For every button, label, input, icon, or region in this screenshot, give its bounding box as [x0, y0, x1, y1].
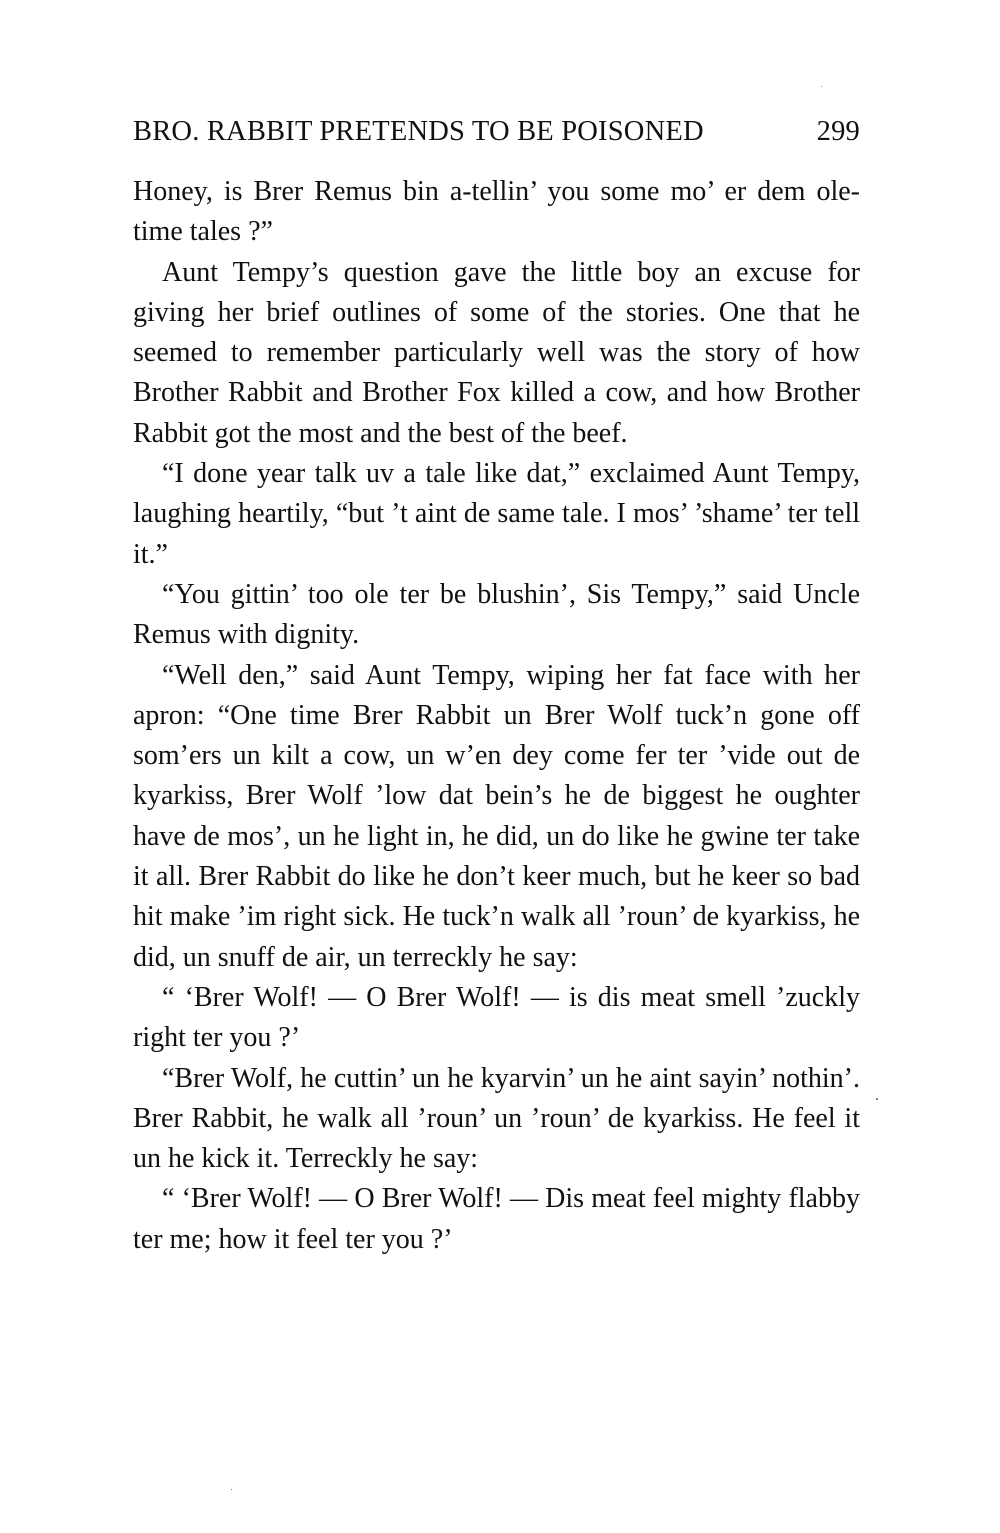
paragraph: “ ‘Brer Wolf! — O Brer Wolf! — is dis meat smell ’zuckly right ter you ?’: [133, 981, 860, 1054]
running-title: BRO. RABBIT PRETENDS TO BE POISONED: [133, 116, 704, 147]
body-text: [133, 172, 860, 1260]
paragraph: “You gittin’ too ole ter be blushin’, Sis Tempy,” said Uncle Remus with dignity.: [133, 578, 860, 651]
scan-speck: [876, 1098, 878, 1100]
paragraph: “ ‘Brer Wolf! — O Brer Wolf! — Dis meat feel mighty flabby ter me; how it feel ter you ?’: [133, 1183, 860, 1255]
paragraph: “I done year talk uv a tale like dat,” exclaimed Aunt Tempy, laughing heartily, “but ’t aint de same tale. I mos’ ’shame’ ter tell it.”: [133, 458, 860, 570]
page-number: 299: [816, 116, 860, 147]
scan-speck: [231, 1489, 232, 1490]
paragraph: Aunt Tempy’s question gave the little boy an excuse for giving her brief outlines of some of the stories. One that he seemed to remember particularly well was the story of how Brother Rabbit and Brother Fox killed a cow, and how Brother Rabbit got the most and the best of the beef.: [133, 256, 860, 449]
paragraph: “Brer Wolf, he cuttin’ un he kyarvin’ un he aint sayin’ nothin’. Brer Rabbit, he walk all ’roun’ un ’roun’ de kyarkiss. He feel it un he kick it. Terreckly he say:: [133, 1062, 860, 1175]
scan-speck: [821, 86, 822, 87]
paragraph-continued: Honey, is Brer Remus bin a-tellin’ you some mo’ er dem ole-time tales ?”: [133, 176, 860, 248]
paragraph: “Well den,” said Aunt Tempy, wiping her fat face with her apron: “One time Brer Rabbit un Brer Wolf tuck’n gone off som’ers un kilt a cow, un w’en dey come fer ter ’vide out de kyarkiss, Brer Wolf ’low dat bein’s he de biggest he oughter have de mos’, un he light in, he did, un do like he gwine ter take it all. Brer Rabbit do like he don’t keer much, but he keer so bad hit make ’im right sick. He tuck’n walk all ’roun’ de kyarkiss, he did, un snuff de air, un terreckly he say:: [133, 659, 860, 973]
running-head: [133, 112, 860, 152]
